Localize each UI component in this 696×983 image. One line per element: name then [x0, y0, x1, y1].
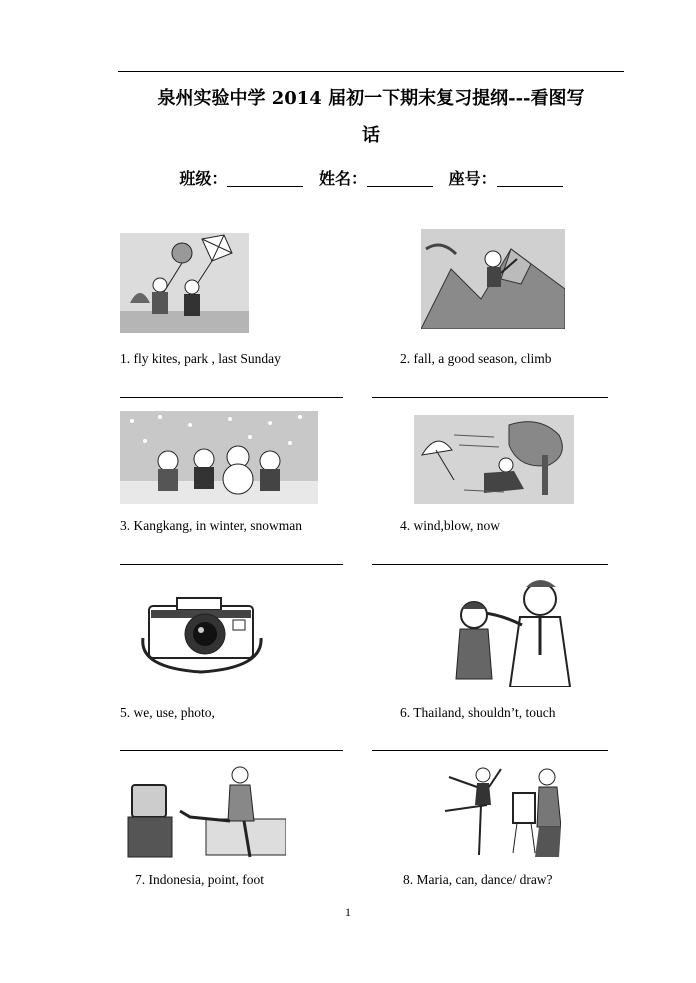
- item-4-answer-line[interactable]: [372, 564, 608, 565]
- children-flying-kites-image: [120, 233, 249, 333]
- item-6-caption: 6. Thailand, shouldn’t, touch: [400, 705, 556, 720]
- item-3-answer-line[interactable]: [120, 564, 343, 565]
- children-snowman-image: [120, 411, 318, 504]
- boy-climbing-mountain-image: [421, 229, 565, 329]
- header-rule: [118, 71, 624, 72]
- item-8-caption: 8. Maria, can, dance/ draw?: [403, 872, 553, 887]
- page-number: 1: [345, 905, 351, 919]
- item-2-caption: 2. fall, a good season, climb: [400, 351, 552, 366]
- item-1-answer-line[interactable]: [120, 397, 343, 398]
- man-touching-head-image: [444, 575, 577, 687]
- windy-umbrella-image: [414, 415, 574, 504]
- student-info-row: [118, 166, 624, 189]
- class-blank[interactable]: [227, 168, 303, 187]
- item-4-caption: 4. wind,blow, now: [400, 518, 500, 533]
- item-1-caption: 1. fly kites, park , last Sunday: [120, 351, 281, 366]
- item-3-caption: 3. Kangkang, in winter, snowman: [120, 518, 303, 533]
- item-7-caption: 7. Indonesia, point, foot: [135, 872, 264, 887]
- item-2-answer-line[interactable]: [372, 397, 608, 398]
- class-label: 班级：: [179, 169, 228, 188]
- item-5-answer-line[interactable]: [120, 750, 343, 751]
- page-title: 泉州实验中学 2014 届初一下期末复习提纲---看图写: [157, 88, 585, 109]
- dancer-and-painter-image: [443, 763, 561, 861]
- camera-image: [137, 592, 267, 677]
- seat-label: 座号：: [448, 169, 497, 188]
- page-title-continued: 话: [362, 125, 380, 146]
- name-label: 姓名：: [318, 169, 367, 188]
- item-6-answer-line[interactable]: [372, 750, 608, 751]
- man-pointing-foot-image: [126, 765, 286, 861]
- item-5-caption: 5. we, use, photo,: [120, 705, 215, 720]
- seat-blank[interactable]: [497, 168, 563, 187]
- name-blank[interactable]: [367, 168, 433, 187]
